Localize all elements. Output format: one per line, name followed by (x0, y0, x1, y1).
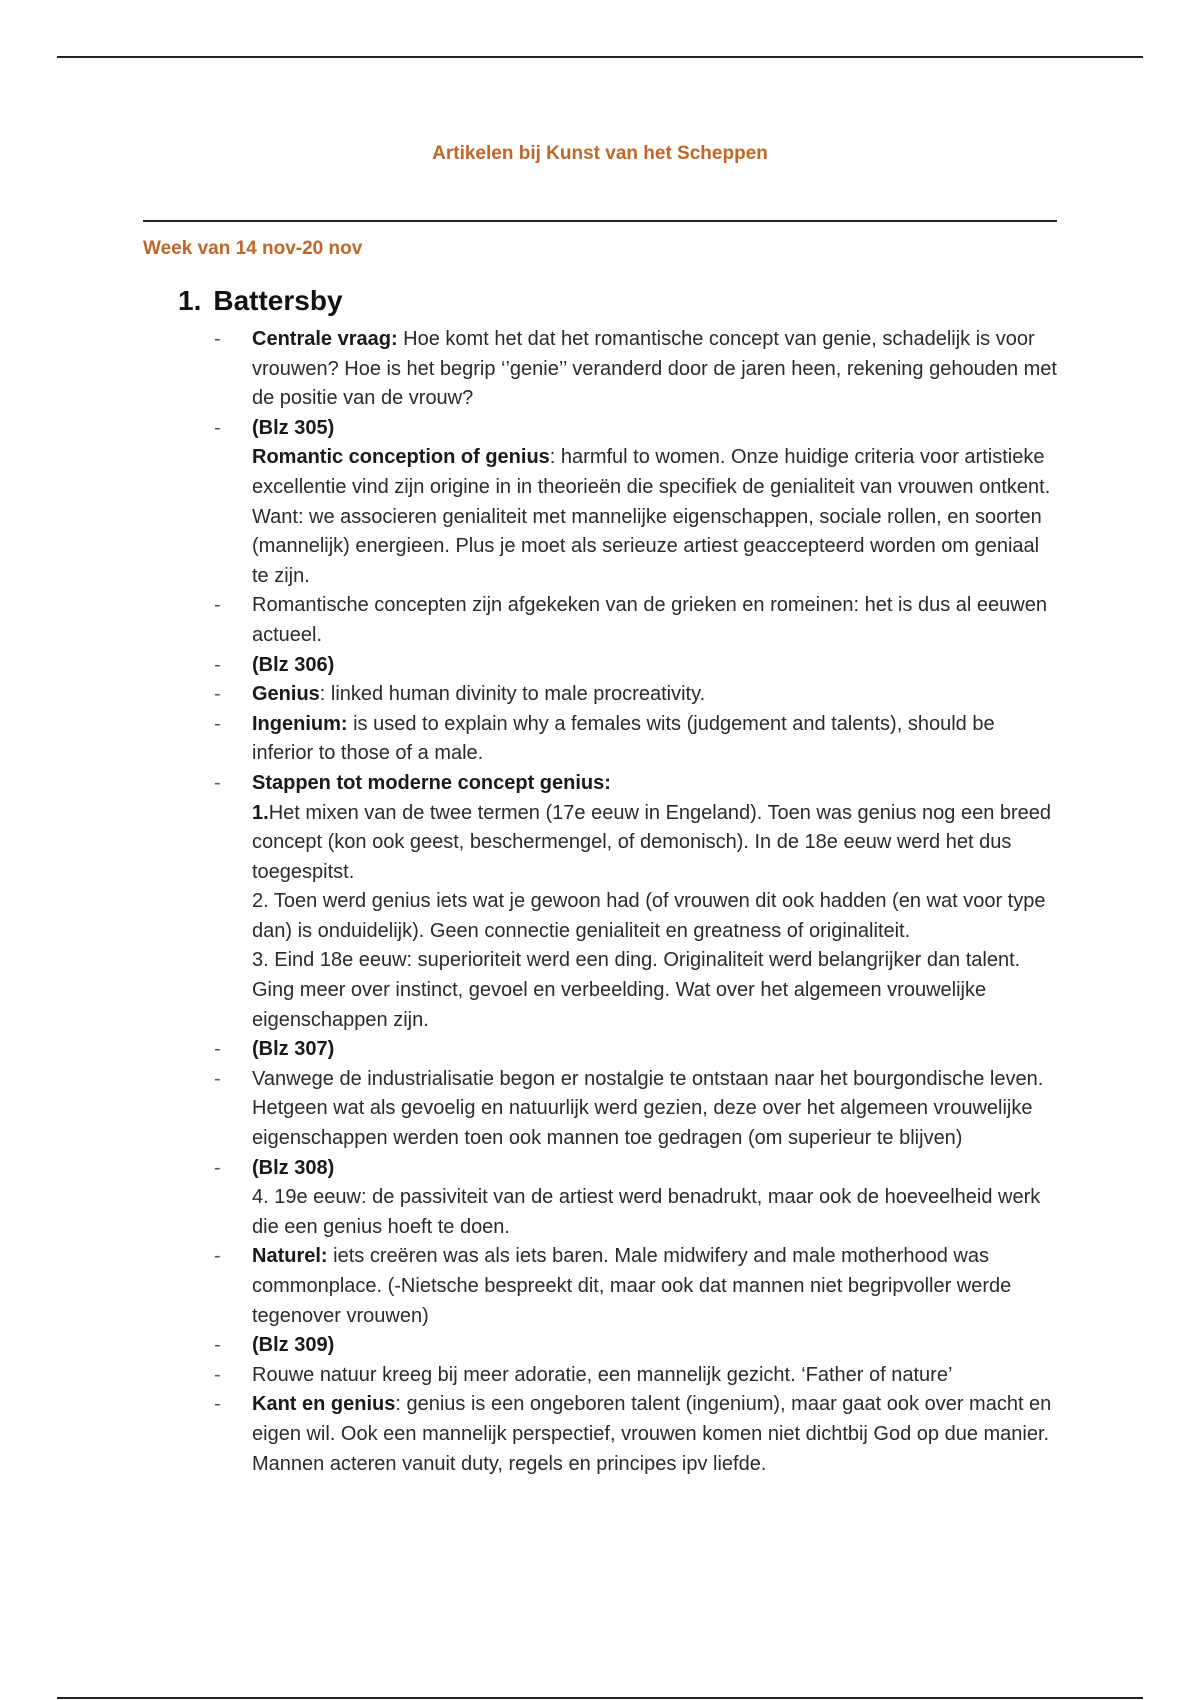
title-divider (143, 220, 1057, 222)
bullet-dash: - (214, 1334, 221, 1357)
notes-list (210, 325, 1060, 1479)
page-reference: (Blz 309) (252, 1334, 335, 1357)
bullet-dash: - (214, 1363, 221, 1386)
section-heading (178, 285, 343, 317)
bullet-dash: - (214, 653, 221, 676)
item-label: Naturel: (252, 1245, 328, 1268)
page-reference: (Blz 308) (252, 1156, 335, 1179)
item-label: Centrale vraag: (252, 328, 398, 350)
list-item (210, 680, 1060, 710)
bullet-dash: - (214, 1038, 221, 1061)
step-paragraph: 3. Eind 18e eeuw: superioriteit werd een ding. Originaliteit werd belangrijker dan talent. Ging meer over instinct, gevoel en verbeelding. Wat over het algemeen vrouwelijke eigenschappen zijn. (252, 949, 1021, 1031)
item-text: Vanwege de industrialisatie begon er nostalgie te ontstaan naar het bourgondische leven. Hetgeen wat als gevoelig en natuurlijk werd gezien, deze over het algemeen vrouwelijke eigenschappen werden toen ook mannen toe gedragen (om superieur te blijven) (252, 1067, 1044, 1150)
document-title: Artikelen bij Kunst van het Scheppen (432, 143, 768, 164)
list-item (210, 1361, 1060, 1391)
item-label: Genius (252, 683, 320, 706)
list-item (210, 1390, 1060, 1479)
list-item (210, 1154, 1060, 1243)
bullet-dash: - (214, 1245, 221, 1268)
section-title: Battersby (213, 285, 343, 316)
step-paragraph: 2. Toen werd genius iets wat je gewoon had (of vrouwen dit ook hadden (en wat voor type dan) is onduidelijk). Geen connectie genialiteit en greatness of originaliteit. (252, 890, 1046, 942)
bullet-dash: - (214, 328, 221, 350)
item-text: : harmful to women. Onze huidige criteria voor artistieke excellentie vind zijn origine in in theorieën die specifiek de genialiteit van vrouwen ontkent. Want: we associeren genialiteit met mannelijke eigenschappen, sociale rollen, en soorten (mannelijk) energieen. Plus je moet als serieuze artiest geaccepteerd worden om geniaal te zijn. (252, 446, 1051, 587)
list-item (210, 325, 1060, 414)
list-item (210, 1035, 1060, 1065)
item-label: Ingenium: (252, 712, 348, 735)
bottom-divider (57, 1697, 1143, 1699)
item-text: : linked human divinity to male procreativity. (319, 683, 706, 706)
bullet-dash: - (214, 1067, 221, 1090)
bullet-dash: - (214, 594, 221, 617)
step-number: 1. (252, 801, 269, 824)
step-text: Het mixen van de twee termen (17e eeuw in Engeland). Toen was genius nog een breed concept (kon ook geest, beschermengel, of demonisch). In de 18e eeuw werd het dus toegespitst. (252, 801, 1052, 883)
page-reference: (Blz 307) (252, 1038, 335, 1061)
bullet-dash: - (214, 416, 221, 439)
list-item (210, 591, 1060, 650)
section-number: 1. (178, 285, 202, 316)
step-paragraph (252, 799, 1060, 888)
item-label: Kant en genius (252, 1393, 396, 1416)
page-reference: (Blz 305) (252, 416, 335, 439)
list-item (210, 414, 1060, 592)
list-item (210, 1065, 1060, 1154)
item-text: Romantische concepten zijn afgekeken van de grieken en romeinen: het is dus al eeuwen actueel. (252, 594, 1047, 646)
list-item (210, 710, 1060, 769)
list-item (210, 1242, 1060, 1331)
page-reference: (Blz 306) (252, 653, 335, 676)
item-text: Hoe komt het dat het romantische concept van genie, schadelijk is voor vrouwen? Hoe is het begrip ‘’genie’’ veranderd door de jaren heen, rekening gehouden met de positie van de vrouw? (252, 328, 1057, 410)
top-divider (57, 56, 1143, 58)
item-label: Stappen tot moderne concept genius: (252, 771, 611, 794)
item-paragraph (252, 443, 1060, 591)
item-text: iets creëren was als iets baren. Male midwifery and male motherhood was commonplace. (-Nietsche bespreekt dit, maar ook dat mannen niet begripvoller werde tegenover vrouwen) (252, 1245, 1012, 1327)
bullet-dash: - (214, 1393, 221, 1416)
bullet-dash: - (214, 683, 221, 706)
item-text: Rouwe natuur kreeg bij meer adoratie, een mannelijk gezicht. ‘Father of nature’ (252, 1363, 953, 1386)
week-heading: Week van 14 nov-20 nov (143, 238, 363, 259)
item-paragraph: 4. 19e eeuw: de passiviteit van de artiest werd benadrukt, maar ook de hoeveelheid werk die een genius hoeft te doen. (252, 1186, 1041, 1238)
bullet-dash: - (214, 712, 221, 735)
item-label: Romantic conception of genius (252, 446, 550, 469)
list-item (210, 1331, 1060, 1361)
list-item (210, 769, 1060, 1035)
list-item (210, 651, 1060, 681)
bullet-dash: - (214, 771, 221, 794)
item-text: is used to explain why a females wits (judgement and talents), should be inferior to those of a male. (252, 712, 995, 765)
item-text: : genius is een ongeboren talent (ingenium), maar gaat ook over macht en eigen wil. Ook een mannelijk perspectief, vrouwen komen niet dichtbij God op due manier. Mannen acteren vanuit duty, regels en principes ipv liefde. (252, 1393, 1052, 1475)
bullet-dash: - (214, 1156, 221, 1179)
